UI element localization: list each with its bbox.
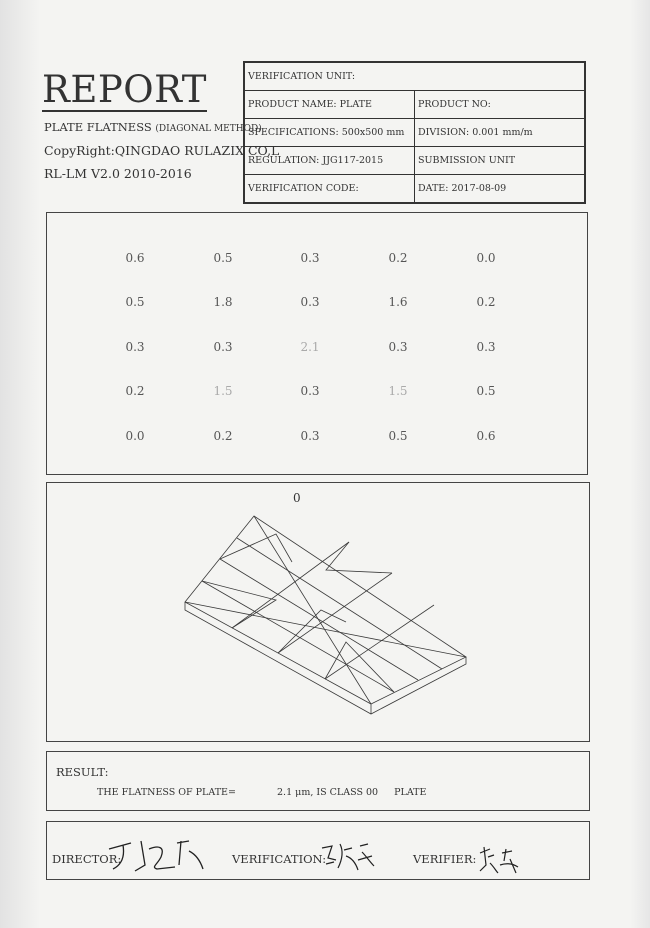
version-line: RL-LM V2.0 2010-2016: [44, 166, 192, 181]
grid-value-r5-c1: 0.0: [125, 429, 145, 443]
plot-peak: [326, 542, 392, 573]
plot-grid-line: [278, 573, 392, 653]
verifier-signature: [476, 843, 524, 877]
result-prefix: THE FLATNESS OF PLATE=: [97, 787, 236, 798]
wireframe-plot: [46, 482, 588, 740]
plot-peak: [202, 581, 276, 628]
grid-value-r1-c2: 0.5: [213, 251, 233, 265]
plot-peak: [220, 534, 292, 562]
verifier-label: VERIFIER:: [413, 852, 477, 866]
plot-grid-line: [325, 605, 434, 679]
verification-signature: [318, 838, 378, 874]
grid-value-r1-c4: 0.2: [388, 251, 408, 265]
director-signature: [105, 835, 215, 875]
verification-unit-cell: VERIFICATION UNIT:: [244, 62, 585, 91]
grid-value-r5-c2: 0.2: [213, 429, 233, 443]
plot-diagonal: [254, 516, 371, 704]
grid-value-r1-c5: 0.0: [476, 251, 496, 265]
director-label: DIRECTOR:: [52, 852, 122, 866]
verification-label: VERIFICATION:: [232, 852, 327, 866]
report-title: REPORT: [42, 68, 207, 111]
grid-value-r4-c2: 1.5: [213, 384, 233, 398]
date-cell: DATE: 2017-08-09: [415, 175, 586, 204]
scan-shadow-left: [0, 0, 40, 928]
division-cell: DIVISION: 0.001 mm/m: [415, 119, 586, 147]
grid-value-r1-c1: 0.6: [125, 251, 145, 265]
copyright-line: CopyRight:QINGDAO RULAZIX CO,L: [44, 143, 280, 158]
grid-value-r4-c1: 0.2: [125, 384, 145, 398]
grid-value-r5-c3: 0.3: [300, 429, 320, 443]
grid-value-r2-c3: 0.3: [300, 295, 320, 309]
report-subtitle: [44, 120, 262, 134]
grid-value-r5-c5: 0.6: [476, 429, 496, 443]
plot-grid-line: [237, 538, 442, 669]
grid-value-r2-c2: 1.8: [213, 295, 233, 309]
grid-value-r2-c5: 0.2: [476, 295, 496, 309]
scan-shadow-right: [630, 0, 650, 928]
grid-value-r2-c1: 0.5: [125, 295, 145, 309]
plot-origin-label: 0: [293, 491, 301, 505]
subtitle-method: (DIAGONAL METHOD): [155, 124, 262, 134]
grid-value-r4-c3: 0.3: [300, 384, 320, 398]
grid-value-r3-c4: 0.3: [388, 340, 408, 354]
grid-value-r3-c1: 0.3: [125, 340, 145, 354]
subtitle-main: PLATE FLATNESS: [44, 120, 152, 134]
verification-code-cell: VERIFICATION CODE:: [244, 175, 415, 204]
plot-grid-line: [220, 559, 418, 680]
plot-grid-line: [202, 581, 394, 692]
result-box: [46, 751, 590, 811]
grid-value-r5-c4: 0.5: [388, 429, 408, 443]
plot-diagonal: [185, 602, 466, 657]
product-name-cell: PRODUCT NAME: PLATE: [244, 91, 415, 119]
result-value: 2.1: [277, 787, 293, 798]
result-statement: [97, 787, 426, 798]
grid-value-r2-c4: 1.6: [388, 295, 408, 309]
info-table: [243, 61, 586, 204]
grid-value-r3-c2: 0.3: [213, 340, 233, 354]
specifications-cell: SPECIFICATIONS: 500x500 mm: [244, 119, 415, 147]
result-unit-class: μm, IS CLASS 00: [295, 787, 379, 798]
grid-value-r1-c3: 0.3: [300, 251, 320, 265]
regulation-cell: REGULATION: JJG117-2015: [244, 147, 415, 175]
grid-value-r4-c5: 0.5: [476, 384, 496, 398]
submission-unit-cell: SUBMISSION UNIT: [415, 147, 586, 175]
plot-base-edge: [185, 602, 466, 714]
grid-value-r3-c5: 0.3: [476, 340, 496, 354]
grid-value-r4-c4: 1.5: [388, 384, 408, 398]
product-no-cell: PRODUCT NO:: [415, 91, 586, 119]
result-suffix: PLATE: [394, 787, 427, 798]
grid-value-r3-c3: 2.1: [300, 340, 320, 354]
result-title: RESULT:: [56, 765, 109, 779]
